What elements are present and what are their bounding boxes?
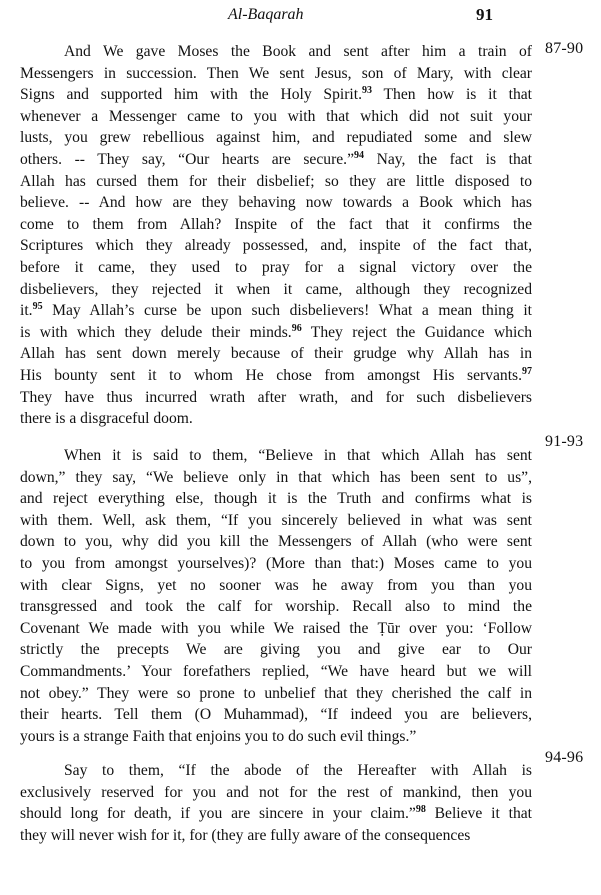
text-line: come to them from Allah? Inspite of the fact that it confirms the	[20, 215, 532, 233]
text-line: there is a disgraceful doom.	[20, 410, 193, 428]
paragraph	[20, 760, 532, 846]
footnote-marker: 96	[291, 322, 302, 334]
running-title: Al-Baqarah	[228, 6, 304, 23]
text-line: His bounty sent it to whom He chose from amongst His servants.$^{97}$	[20, 365, 532, 384]
page-number: 91	[476, 5, 493, 24]
text-line: with them. Well, ask them, “If you sincerely believed in what was sent	[20, 511, 532, 529]
text-line: Say to them, “If the abode of the Hereafter with Allah is	[64, 762, 532, 779]
paragraph	[20, 445, 532, 747]
text-line: Commandments.’ Your forefathers replied, “We have heard but we will	[20, 662, 532, 680]
footnote-marker: 95	[32, 301, 43, 313]
verse-reference: 94-96	[545, 749, 584, 766]
text-line: When it is said to them, “Believe in that which Allah has sent	[64, 447, 532, 464]
text-line: And We gave Moses the Book and sent after him a train of	[64, 43, 532, 60]
text-line: They have thus incurred wrath after wrath, and for such disbelievers	[20, 388, 532, 406]
footnote-marker: 98	[415, 804, 426, 816]
text-line: disbelievers, they rejected it when it came, although they recognized	[20, 280, 532, 298]
text-line: exclusively reserved for you and not for the rest of mankind, then you	[20, 783, 532, 801]
footnote-marker: 93	[361, 85, 372, 97]
text-line: Messengers in succession. Then We sent Jesus, son of Mary, with clear	[20, 64, 532, 82]
verse-reference: 87-90	[545, 40, 584, 57]
text-line: yours is a strange Faith that enjoins you to do such evil things.”	[20, 727, 417, 745]
text-line: to you from amongst yourselves)? (More than that:) Moses came to you	[20, 554, 532, 572]
text-line: is with which they delude their minds.$^{96}$ They reject the Guidance which	[20, 322, 532, 341]
text-line: and reject everything else, though it is the Truth and confirms what is	[20, 490, 532, 508]
footnote-marker: 97	[522, 365, 532, 377]
text-line: their hearts. Tell them (O Muhammad), “If indeed you are believers,	[20, 706, 532, 724]
text-line: down,” they say, “We believe only in that which has been sent to us”,	[20, 468, 532, 486]
text-line: it.$^{95}$ May Allah’s curse be upon such disbelievers! What a mean thing it	[20, 301, 532, 320]
verse-reference: 91-93	[545, 433, 584, 450]
text-line: not obey.” They were so prone to unbelief that they cherished the calf in	[20, 684, 532, 702]
text-line: they will never wish for it, for (they are fully aware of the consequences	[20, 826, 471, 844]
text-line: Covenant We made with you while We raised the Ṭūr over you: ‘Follow	[20, 619, 532, 637]
text-line: others. -- They say, “Our hearts are secure.”$^{94}$ Nay, the fact is that	[20, 149, 532, 168]
text-line: before it came, they used to pray for a signal victory over the	[20, 258, 532, 276]
paragraph	[20, 41, 532, 430]
text-line: Signs and supported him with the Holy Spirit.$^{93}$ Then how is it that	[20, 85, 532, 104]
text-line: should long for death, if you are sincere in your claim.”$^{98}$ Believe it that	[20, 804, 532, 823]
text-line: whenever a Messenger came to you with that which did not suit your	[20, 107, 532, 125]
text-line: with clear Signs, yet no sooner was he away from you than you	[20, 576, 532, 594]
text-line: Scriptures which they already possessed, and, inspite of the fact that,	[20, 237, 532, 255]
text-line: lusts, you grew rebellious against him, and repudiated some and slew	[20, 129, 532, 147]
text-line: Allah has cursed them for their disbelief; so they are little disposed to	[20, 172, 532, 190]
text-line: strictly the precepts We are giving you and give ear to Our	[20, 641, 532, 659]
footnote-marker: 94	[354, 149, 364, 161]
text-line: down to you, why did you kill the Messengers of Allah (who were sent	[20, 533, 532, 551]
text-line: believe. -- And how are they behaving now towards a Book which has	[20, 194, 532, 212]
text-line: Allah has sent down merely because of their grudge why Allah has in	[20, 345, 532, 363]
text-line: transgressed and took the calf for worship. Recall also to mind the	[20, 598, 532, 616]
